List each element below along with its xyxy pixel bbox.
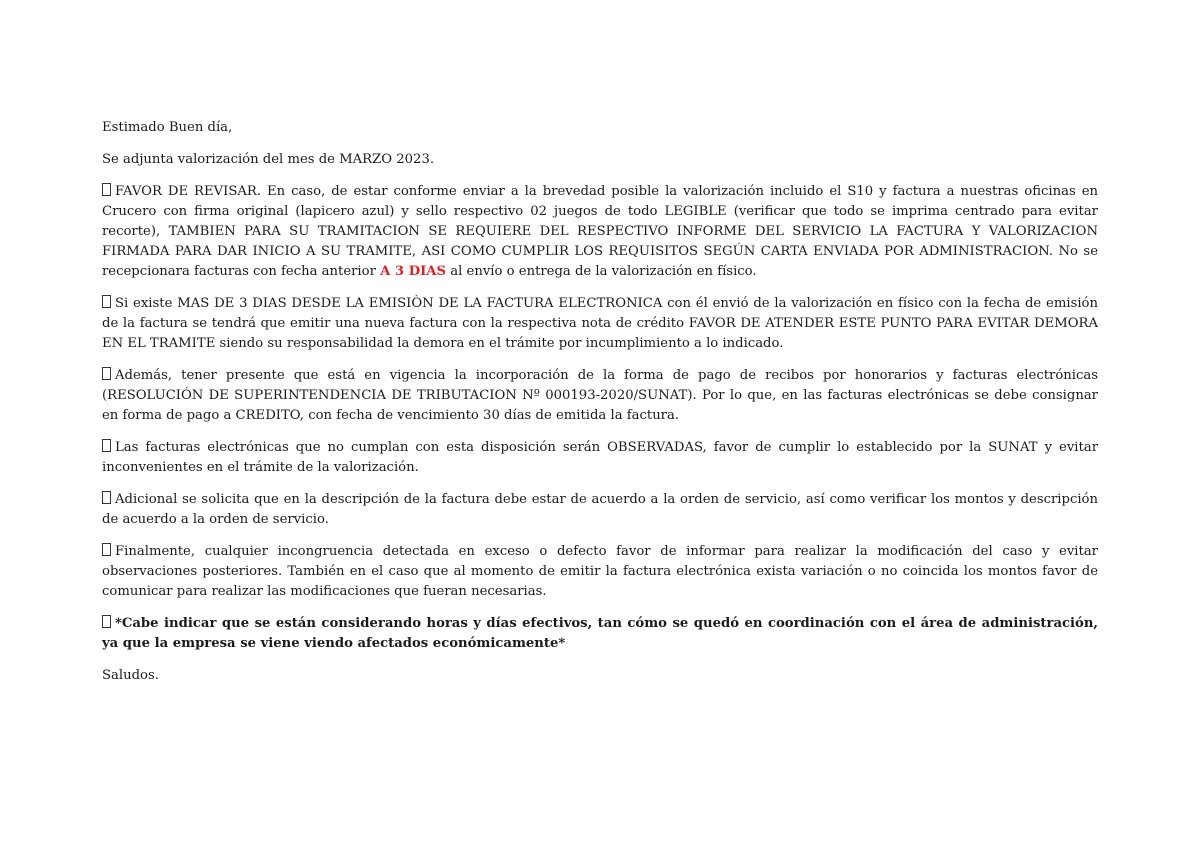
- closing: Saludos.: [102, 668, 159, 683]
- paragraph-review: [102, 182, 1098, 282]
- letter-body: [102, 118, 1098, 698]
- greeting: Estimado Buen día,: [102, 120, 233, 135]
- finally-text: Finalmente, cualquier incongruencia detectada en exceso o defecto favor de informar para realizar la modificación del caso y evitar observaciones posteriores. También en el caso que al momento de emitir la factura electrónica exista variación o no coincida los montos favor de comunicar para realizar las modificaciones que fueran necesarias.: [102, 544, 1098, 599]
- paragraph-observed: [102, 438, 1098, 478]
- review-text: FAVOR DE REVISAR. En caso, de estar conforme enviar a la brevedad posible la valorización incluido el S10 y factura a nuestras oficinas en Crucero con firma original (lapicero azul) y sello respectivo 02 juegos de todo LEGIBLE (verificar que todo se imprima centrado para evitar recorte), TAMBIEN PARA SU TRAMITACION SE REQUIERE DEL RESPECTIVO INFORME DEL SERVICIO LA FACTURA Y VALORIZACION FIRMADA PARA DAR INICIO A SU TRAMITE, ASI COMO CUMPLIR LOS REQUISITOS SEGÚN CARTA ENVIADA POR ADMINISTRACION. No se recepcionara facturas con fecha anterior: [102, 184, 1098, 279]
- paragraph-note: [102, 614, 1098, 654]
- intro-line: Se adjunta valorización del mes de MARZO 2023.: [102, 152, 435, 167]
- observed-text: Las facturas electrónicas que no cumplan con esta disposición serán OBSERVADAS, favor de cumplir lo establecido por la SUNAT y evitar inconvenientes en el trámite de la valorización.: [102, 440, 1098, 475]
- review-text-end: al envío o entrega de la valorización en físico.: [450, 264, 757, 279]
- paragraph-invoice-date: [102, 294, 1098, 354]
- bullet-box-icon: [102, 491, 111, 504]
- deadline-highlight: A 3 DIAS: [380, 264, 447, 279]
- bullet-box-icon: [102, 367, 111, 380]
- paragraph-description: [102, 490, 1098, 530]
- bullet-box-icon: [102, 295, 111, 308]
- bullet-box-icon: [102, 439, 111, 452]
- electronic-invoice-text: Además, tener presente que está en vigencia la incorporación de la forma de pago de recibos por honorarios y facturas electrónicas (RESOLUCIÓN DE SUPERINTENDENCIA DE TRIBUTACION Nº 000193-2020/SUNAT). Por lo que, en las facturas electrónicas se debe consignar en forma de pago a CREDITO, con fecha de vencimiento 30 días de emitida la factura.: [102, 368, 1098, 423]
- note-text: *Cabe indicar que se están considerando horas y días efectivos, tan cómo se quedó en coordinación con el área de administración, ya que la empresa se viene viendo afectados económicamente*: [102, 616, 1098, 651]
- paragraph-electronic-invoice: [102, 366, 1098, 426]
- bullet-box-icon: [102, 543, 111, 556]
- description-text: Adicional se solicita que en la descripción de la factura debe estar de acuerdo a la orden de servicio, así como verificar los montos y descripción de acuerdo a la orden de servicio.: [102, 492, 1098, 527]
- bullet-box-icon: [102, 615, 111, 628]
- paragraph-finally: [102, 542, 1098, 602]
- invoice-date-text: Si existe MAS DE 3 DIAS DESDE LA EMISIÒN DE LA FACTURA ELECTRONICA con él envió de la valorización en físico con la fecha de emisión de la factura se tendrá que emitir una nueva factura con la respectiva nota de crédito FAVOR DE ATENDER ESTE PUNTO PARA EVITAR DEMORA EN EL TRAMITE siendo su responsabilidad la demora en el trámite por incumplimiento a lo indicado.: [102, 296, 1098, 351]
- bullet-box-icon: [102, 183, 111, 196]
